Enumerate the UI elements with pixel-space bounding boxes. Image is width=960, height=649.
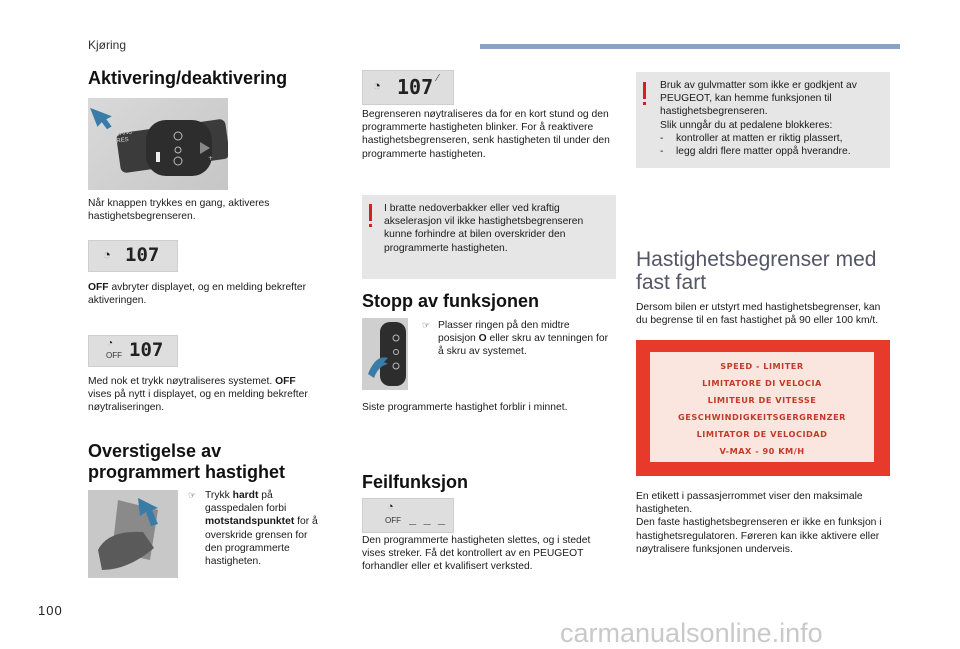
warning-mats-text: Bruk av gulvmatter som ikke er godkjent av PEUGEOT, kan hemme funksjonen til hastighetsbegrenseren. Slik unngår du at pedalene blokkeres: - kontroller at matten er riktig plassert, - legg aldri flere matter oppå hverandre. — [660, 80, 857, 158]
display-digits: 107 — [397, 75, 434, 99]
text-exceed: Trykk hardt på gasspedalen forbi motstandspunktet for å overskride grensen for den programmerte hastigheten. — [205, 490, 318, 568]
speedometer-icon: ◔ — [387, 501, 394, 513]
heading-fixed-speed: Hastighetsbegrenser med fast fart — [636, 248, 877, 294]
display-off — [88, 335, 178, 367]
display-dashes: _ _ _ — [409, 511, 446, 525]
text-fixed-speed: Dersom bilen er utstyrt med hastighetsbegrenser, kan du begrense til en fast hastighet på 90 eller 100 km/t. — [636, 302, 881, 327]
text-stop: Plasser ringen på den midtre posisjon O eller skru av tenningen for å skru av systemet. — [438, 320, 608, 358]
text-activation: Når knappen trykkes en gang, aktiveres hastighetsbegrenseren. — [88, 198, 270, 223]
watermark: carmanualsonline.info — [560, 618, 823, 648]
heading-fault: Feilfunksjon — [362, 472, 469, 492]
bullet-icon: ☞ — [422, 320, 431, 330]
speed-limiter-label — [636, 340, 890, 476]
warning-box-mats — [636, 72, 890, 168]
heading-activation: Aktivering/deaktivering — [88, 68, 288, 88]
stalk-photo — [88, 98, 228, 190]
chapter-title: Kjøring — [88, 38, 127, 52]
display-digits: 107 — [125, 244, 160, 266]
speedometer-icon: ◔ — [373, 78, 381, 93]
bullet-icon: ☞ — [188, 490, 197, 500]
heading-exceed: Overstigelse av programmert hastighet — [88, 441, 286, 482]
text-fault: Den programmerte hastigheten slettes, og i stedet vises streker. Få det kontrollert av en PEUGEOT forhandler eller et kvalifisert verksted. — [362, 535, 591, 573]
label-line: GESCHWINDIGKEITSGERGRENZER — [678, 412, 846, 422]
label-inner — [650, 352, 874, 462]
display-fault — [362, 498, 454, 533]
display-blinking — [362, 70, 454, 105]
text-off: OFF avbryter displayet, og en melding bekrefter aktiveringen. — [88, 282, 307, 307]
text-label-info: En etikett i passasjerrommet viser den maksimale hastigheten. Den faste hastighetsbegrenseren er ikke en funksjon i hastighetsregulatoren. Føreren kan ikke aktivere eller nøytralisere funksjonen underveis. — [636, 491, 882, 555]
off-label: OFF — [106, 351, 122, 360]
stalk-ring-photo — [362, 318, 408, 390]
text-blink: Begrenseren nøytraliseres da for en kort stund og den programmerte hastigheten blinker. For å reaktivere hastighetsbegrenseren, senk hastigheten til under den programmerte hastigheten. — [362, 109, 610, 160]
display-active — [88, 240, 178, 272]
label-line: LIMITEUR DE VITESSE — [707, 395, 817, 405]
label-line: LIMITATOR DE VELOCIDAD — [696, 429, 828, 439]
chapter-bar — [480, 44, 900, 49]
pedal-photo — [88, 490, 178, 578]
warning-box-descent — [362, 195, 616, 279]
off-label: OFF — [385, 516, 401, 525]
text-memory: Siste programmerte hastighet forblir i minnet. — [362, 402, 568, 413]
label-line: V-MAX - 90 KM/H — [719, 446, 805, 456]
lever-label: CANC RES — [115, 129, 133, 145]
speedometer-icon: ◔ — [103, 247, 111, 262]
text-neutralise: Med nok et trykk nøytraliseres systemet. OFF vises på nytt i displayet, og en melding bekrefter nøytraliseringen. — [88, 376, 308, 414]
warning-text: I bratte nedoverbakker eller ved kraftig akselerasjon vil ikke hastighetsbegrenseren kunne forhindre at bilen overskrider den programmerte hastigheten. — [384, 203, 584, 254]
display-digits: 107 — [129, 339, 164, 361]
speedometer-icon: ◔ — [107, 338, 114, 349]
label-line: LIMITATORE DI VELOCIA — [702, 378, 822, 388]
blink-icon: ⁄ — [437, 73, 439, 84]
heading-stop: Stopp av funksjonen — [362, 291, 540, 311]
svg-text:+: + — [208, 155, 214, 162]
page-number: 100 — [38, 603, 63, 618]
warning-icon — [643, 82, 646, 99]
label-line: SPEED - LIMITER — [720, 361, 804, 371]
warning-icon — [369, 204, 372, 221]
